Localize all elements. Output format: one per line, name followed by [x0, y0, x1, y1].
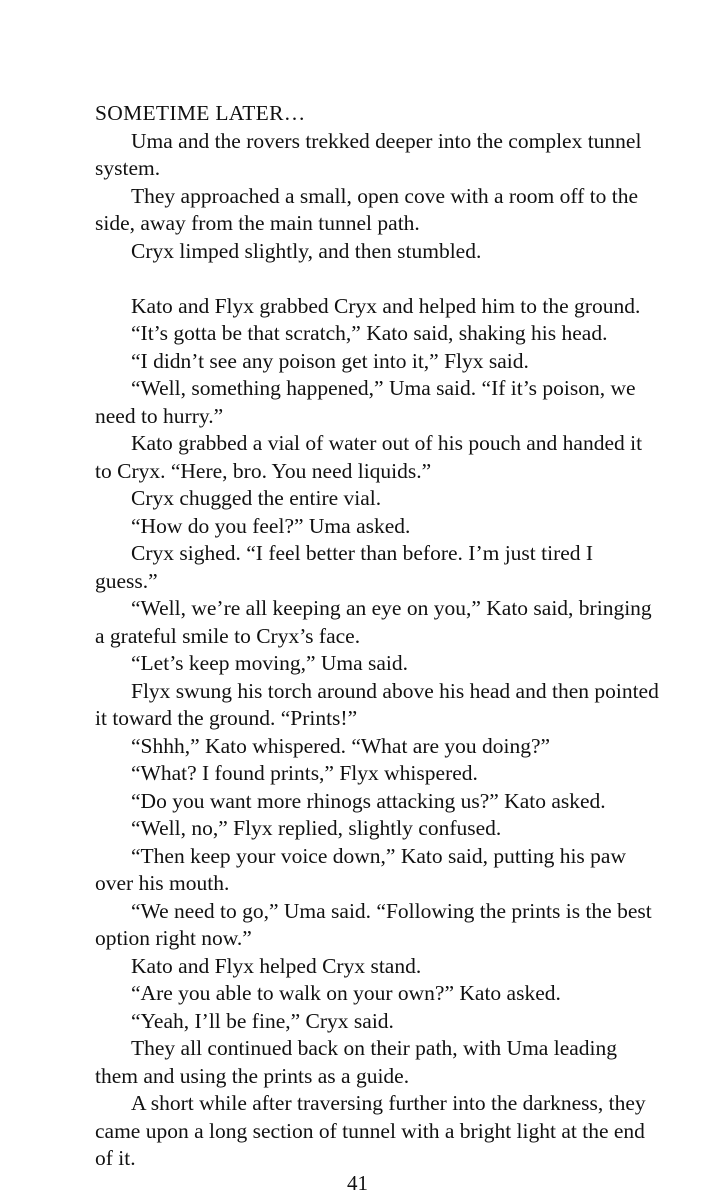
- section-heading: SOMETIME LATER…: [95, 101, 306, 125]
- paragraph: Kato and Flyx helped Cryx stand.: [131, 953, 422, 978]
- paragraph: “Do you want more rhinogs attacking us?” Kato asked.: [131, 788, 606, 813]
- paragraph: They approached a small, open cove with a room off to the side, away from the main tunnel path.: [95, 183, 639, 235]
- paragraph: “I didn’t see any poison get into it,” Flyx said.: [131, 348, 529, 373]
- paragraph: A short while after traversing further into the darkness, they came upon a long section of tunnel with a bright light at the end of it.: [95, 1091, 646, 1170]
- paragraph: Kato and Flyx grabbed Cryx and helped him to the ground.: [131, 293, 641, 318]
- page-number: 41: [347, 1171, 368, 1195]
- paragraph: Uma and the rovers trekked deeper into the complex tunnel system.: [95, 128, 642, 180]
- paragraph: “How do you feel?” Uma asked.: [131, 513, 411, 538]
- paragraph: “Shhh,” Kato whispered. “What are you doing?”: [131, 733, 551, 758]
- paragraph: “Are you able to walk on your own?” Kato asked.: [131, 981, 561, 1005]
- paragraph: Flyx swung his torch around above his head and then pointed it toward the ground. “Prints!”: [95, 678, 659, 730]
- paragraph: Cryx limped slightly, and then stumbled.: [131, 238, 482, 263]
- paragraph: “Then keep your voice down,” Kato said, putting his paw over his mouth.: [95, 843, 626, 895]
- paragraph: “What? I found prints,” Flyx whispered.: [131, 761, 478, 785]
- paragraph: “Well, we’re all keeping an eye on you,” Kato said, bringing a grateful smile to Cryx’s face.: [95, 596, 652, 648]
- paragraph: They all continued back on their path, with Uma leading them and using the prints as a guide.: [95, 1036, 617, 1088]
- paragraph: “Well, no,” Flyx replied, slightly confused.: [131, 816, 502, 840]
- body-text: [95, 100, 660, 1173]
- paragraph: “Let’s keep moving,” Uma said.: [131, 651, 409, 675]
- paragraph: Cryx chugged the entire vial.: [131, 486, 382, 510]
- paragraph: “Well, something happened,” Uma said. “If it’s poison, we need to hurry.”: [95, 376, 636, 428]
- paragraph: “We need to go,” Uma said. “Following the prints is the best option right now.”: [95, 898, 652, 950]
- paragraph: “Yeah, I’ll be fine,” Cryx said.: [131, 1008, 394, 1033]
- paragraph: Cryx sighed. “I feel better than before. I’m just tired I guess.”: [95, 541, 594, 593]
- paragraph: Kato grabbed a vial of water out of his pouch and handed it to Cryx. “Here, bro. You need liquids.”: [95, 431, 643, 483]
- paragraph: “It’s gotta be that scratch,” Kato said, shaking his head.: [131, 321, 608, 345]
